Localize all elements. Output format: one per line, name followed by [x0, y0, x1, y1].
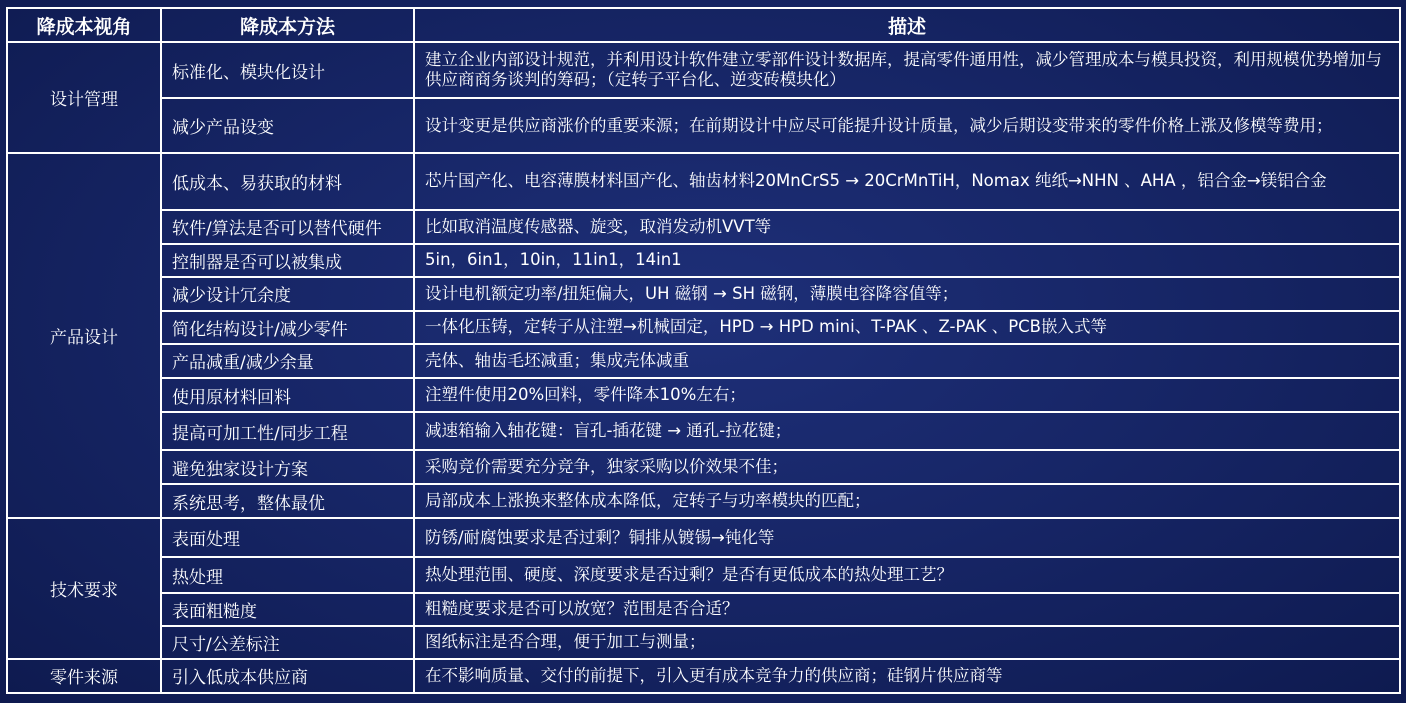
description-cell: 采购竞价需要充分竞争，独家采购以价效果不佳； [414, 450, 1400, 484]
description-cell: 防锈/耐腐蚀要求是否过剩？铜排从镀锡→钝化等 [414, 518, 1400, 557]
table-row [7, 378, 1400, 412]
description-cell: 图纸标注是否合理，便于加工与测量； [414, 626, 1400, 659]
table-row [7, 412, 1400, 450]
method-cell: 减少产品设变 [161, 98, 414, 153]
description-cell: 局部成本上涨换来整体成本降低，定转子与功率模块的匹配； [414, 484, 1400, 518]
header-perspective: 降成本视角 [7, 8, 161, 42]
description-cell: 设计电机额定功率/扭矩偏大，UH 磁钢 → SH 磁钢，薄膜电容降容值等； [414, 277, 1400, 311]
table-row [7, 659, 1400, 693]
description-cell: 壳体、轴齿毛坯减重；集成壳体减重 [414, 344, 1400, 378]
description-cell: 5in，6in1，10in，11in1，14in1 [414, 244, 1400, 277]
method-cell: 系统思考，整体最优 [161, 484, 414, 518]
method-cell: 使用原材料回料 [161, 378, 414, 412]
method-cell: 产品减重/减少余量 [161, 344, 414, 378]
table-row [7, 98, 1400, 153]
method-cell: 表面粗糙度 [161, 593, 414, 626]
category-cell: 零件来源 [7, 659, 161, 693]
description-cell: 建立企业内部设计规范，并利用设计软件建立零部件设计数据库，提高零件通用性，减少管理成本与模具投资，利用规模优势增加与供应商商务谈判的筹码；（定转子平台化、逆变砖模块化） [414, 42, 1400, 98]
method-cell: 控制器是否可以被集成 [161, 244, 414, 277]
description-cell: 在不影响质量、交付的前提下，引入更有成本竞争力的供应商；硅钢片供应商等 [414, 659, 1400, 693]
table-row [7, 277, 1400, 311]
table-row [7, 311, 1400, 344]
table-row [7, 244, 1400, 277]
header-method: 降成本方法 [161, 8, 414, 42]
table-row [7, 518, 1400, 557]
table-row [7, 153, 1400, 209]
category-cell: 设计管理 [7, 42, 161, 153]
category-cell: 技术要求 [7, 518, 161, 658]
method-cell: 尺寸/公差标注 [161, 626, 414, 659]
description-cell: 设计变更是供应商涨价的重要来源；在前期设计中应尽可能提升设计质量，减少后期设变带来的零件价格上涨及修模等费用； [414, 98, 1400, 153]
method-cell: 引入低成本供应商 [161, 659, 414, 693]
description-cell: 一体化压铸，定转子从注塑→机械固定，HPD → HPD mini、T-PAK 、Z-PAK 、PCB嵌入式等 [414, 311, 1400, 344]
header-description: 描述 [414, 8, 1400, 42]
method-cell: 热处理 [161, 557, 414, 592]
table-header-row [7, 8, 1400, 42]
category-cell: 产品设计 [7, 153, 161, 518]
description-cell: 热处理范围、硬度、深度要求是否过剩？是否有更低成本的热处理工艺？ [414, 557, 1400, 592]
table-row [7, 450, 1400, 484]
description-cell: 减速箱输入轴花键：盲孔-插花键 → 通孔-拉花键； [414, 412, 1400, 450]
method-cell: 简化结构设计/减少零件 [161, 311, 414, 344]
table-row [7, 557, 1400, 592]
description-cell: 注塑件使用20%回料，零件降本10%左右； [414, 378, 1400, 412]
method-cell: 表面处理 [161, 518, 414, 557]
method-cell: 减少设计冗余度 [161, 277, 414, 311]
method-cell: 提高可加工性/同步工程 [161, 412, 414, 450]
method-cell: 标准化、模块化设计 [161, 42, 414, 98]
table-row [7, 344, 1400, 378]
table-row [7, 593, 1400, 626]
description-cell: 比如取消温度传感器、旋变，取消发动机VVT等 [414, 210, 1400, 244]
description-cell: 芯片国产化、电容薄膜材料国产化、轴齿材料20MnCrS5 → 20CrMnTiH，Nomax 纯纸→NHN 、AHA ，铝合金→镁铝合金 [414, 153, 1400, 209]
table-row [7, 484, 1400, 518]
description-cell: 粗糙度要求是否可以放宽？范围是否合适？ [414, 593, 1400, 626]
method-cell: 避免独家设计方案 [161, 450, 414, 484]
method-cell: 低成本、易获取的材料 [161, 153, 414, 209]
table-row [7, 42, 1400, 98]
table-row [7, 626, 1400, 659]
table-row [7, 210, 1400, 244]
cost-reduction-table [6, 7, 1401, 694]
method-cell: 软件/算法是否可以替代硬件 [161, 210, 414, 244]
